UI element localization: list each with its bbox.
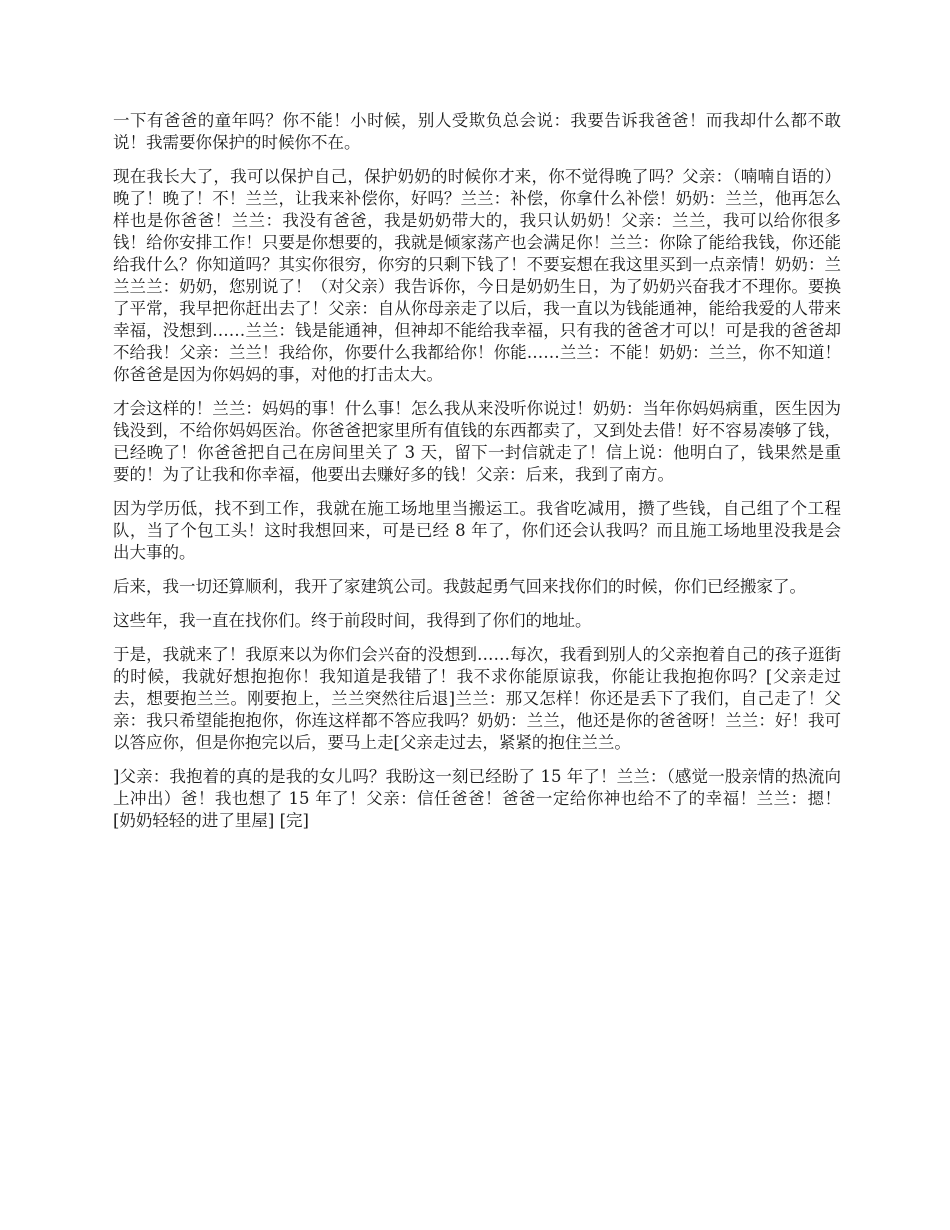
paragraph: 才会这样的！兰兰：妈妈的事！什么事！怎么我从来没听你说过！奶奶：当年你妈妈病重，医生因为钱没到，不给你妈妈医治。你爸爸把家里所有值钱的东西都卖了，又到处去借！好不容易凑够了钱，已经晚了！你爸爸把自己在房间里关了 3 天，留下一封信就走了！信上说：他明白了，钱果然是重要的！为了让我和你幸福，他要出去赚好多的钱！父亲：后来，我到了南方。 — [113, 399, 841, 484]
paragraph: 因为学历低，找不到工作，我就在施工场地里当搬运工。我省吃减用，攒了些钱，自己组了个工程队，当了个包工头！这时我想回来，可是已经 8 年了，你们还会认我吗？而且施工场地里没我是会出大事的。 — [113, 499, 841, 562]
paragraph: ]父亲：我抱着的真的是我的女儿吗？我盼这一刻已经盼了 15 年了！兰兰：（感觉一股亲情的热流向上冲出）爸！我也想了 15 年了！父亲：信任爸爸！爸爸一定给你神也给不了的幸福！兰兰：摁！[奶奶轻轻的进了里屋] [完] — [113, 767, 841, 830]
paragraph: 后来，我一切还算顺利，我开了家建筑公司。我鼓起勇气回来找你们的时候，你们已经搬家了。 — [113, 577, 806, 596]
document-body — [113, 110, 841, 844]
paragraph: 现在我长大了，我可以保护自己，保护奶奶的时候你才来，你不觉得晚了吗？父亲：（喃喃自语的）晚了！晚了！不！兰兰，让我来补偿你，好吗？兰兰：补偿，你拿什么补偿！奶奶：兰兰，他再怎么样也是你爸爸！兰兰：我没有爸爸，我是奶奶带大的，我只认奶奶！父亲：兰兰，我可以给你很多钱！给你安排工作！只要是你想要的，我就是倾家荡产也会满足你！兰兰：你除了能给我钱，你还能给我什么？你知道吗？其实你很穷，你穷的只剩下钱了！不要妄想在我这里买到一点亲情！奶奶：兰兰兰兰：奶奶，您别说了！（对父亲）我告诉你，今日是奶奶生日，为了奶奶兴奋我才不理你。要换了平常，我早把你赶出去了！父亲：自从你母亲走了以后，我一直以为钱能通神，能给我爱的人带来幸福，没想到……兰兰：钱是能通神，但神却不能给我幸福，只有我的爸爸才可以！可是我的爸爸却不给我！父亲：兰兰！我给你，你要什么我都给你！你能……兰兰：不能！奶奶：兰兰，你不知道！你爸爸是因为你妈妈的事，对他的打击太大。 — [113, 167, 841, 384]
paragraph: 于是，我就来了！我原来以为你们会兴奋的没想到……每次，我看到别人的父亲抱着自己的孩子逛街的时候，我就好想抱抱你！我知道是我错了！我不求你能原谅我，你能让我抱抱你吗？[父亲走过去，想要抱兰兰。刚要抱上，兰兰突然往后退]兰兰：那又怎样！你还是丢下了我们，自己走了！父亲：我只希望能抱抱你，你连这样都不答应我吗？奶奶：兰兰，他还是你的爸爸呀！兰兰：好！我可以答应你，但是你抱完以后，要马上走[父亲走过去，紧紧的抱住兰兰。 — [113, 645, 841, 752]
paragraph: 这些年，我一直在找你们。终于前段时间，我得到了你们的地址。 — [113, 611, 592, 630]
paragraph: 一下有爸爸的童年吗？你不能！小时候，别人受欺负总会说：我要告诉我爸爸！而我却什么都不敢说！我需要你保护的时候你不在。 — [113, 111, 841, 152]
